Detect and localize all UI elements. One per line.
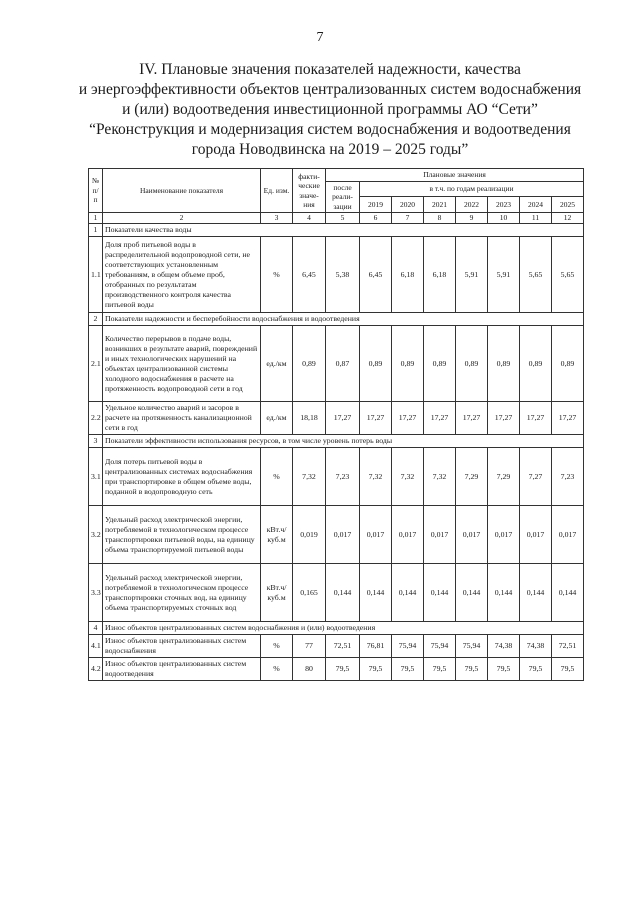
year-value: 6,18 [392,237,424,313]
year-value: 17,27 [488,402,520,435]
section-title: Показатели надежности и бесперебойности водоснабжения и водоотведения [103,313,584,326]
year-value: 74,38 [520,635,552,658]
year-value: 0,017 [488,506,520,564]
section-title: Показатели качества воды [103,224,584,237]
after-value: 72,51 [326,635,360,658]
year-value: 0,89 [360,326,392,402]
title-line: и энергоэффективности объектов централизованных систем водоснабжения [78,81,582,98]
year-value: 7,27 [520,448,552,506]
header-year: 2024 [520,197,552,213]
document-title [70,60,590,160]
indicator-name: Износ объектов централизованных систем водоснабжения [103,635,261,658]
year-value: 0,89 [520,326,552,402]
year-value: 0,144 [520,564,552,622]
year-value: 0,89 [552,326,584,402]
section-number: 4 [89,622,103,635]
header-unit: Ед. изм. [261,169,293,213]
year-value: 7,23 [552,448,584,506]
year-value: 79,5 [392,658,424,681]
year-value: 75,94 [424,635,456,658]
year-value: 7,29 [456,448,488,506]
row-number: 1.1 [89,237,103,313]
header-after: после реали-зации [326,181,360,213]
table-row [89,506,584,564]
section-number: 3 [89,435,103,448]
indicator-name: Доля потерь питьевой воды в централизованных системах водоснабжения при транспортировке в общем объеме воды, поданной в водопроводную сеть [103,448,261,506]
page-number: 7 [316,30,324,45]
indicator-name: Износ объектов централизованных систем водоотведения [103,658,261,681]
year-value: 0,017 [552,506,584,564]
unit-cell: ед./км [261,326,293,402]
fact-value: 6,45 [293,237,326,313]
table-row [89,564,584,622]
section-row [89,622,584,635]
table-row [89,635,584,658]
year-value: 6,45 [360,237,392,313]
year-value: 75,94 [392,635,424,658]
unit-cell: кВт.ч/куб.м [261,564,293,622]
indicator-name: Количество перерывов в подаче воды, возникших в результате аварий, повреждений и иных технологических нарушений на объектах централизованной системы холодного водоснабжения в расчете на протяженность водопроводной сети в год [103,326,261,402]
after-value: 7,23 [326,448,360,506]
unit-cell: % [261,237,293,313]
year-value: 17,27 [520,402,552,435]
table-row [89,326,584,402]
year-value: 75,94 [456,635,488,658]
year-value: 0,017 [520,506,552,564]
after-value: 17,27 [326,402,360,435]
section-row [89,435,584,448]
after-value: 79,5 [326,658,360,681]
column-index: 2 [103,213,261,224]
row-number: 3.3 [89,564,103,622]
year-value: 0,144 [488,564,520,622]
year-value: 17,27 [456,402,488,435]
table-body [89,213,584,681]
indicator-name: Удельное количество аварий и засоров в расчете на протяженность канализационной сети в год [103,402,261,435]
year-value: 79,5 [456,658,488,681]
title-line: IV. Плановые значения показателей надежности, качества [139,61,521,78]
row-number: 2.2 [89,402,103,435]
fact-value: 80 [293,658,326,681]
year-value: 0,144 [424,564,456,622]
column-index: 6 [360,213,392,224]
unit-cell: % [261,635,293,658]
column-index-row [89,213,584,224]
row-number: 3.2 [89,506,103,564]
header-planned: Плановые значения [326,169,584,182]
column-index: 11 [520,213,552,224]
year-value: 79,5 [520,658,552,681]
year-value: 72,51 [552,635,584,658]
year-value: 5,91 [456,237,488,313]
header-fact: факти-ческие значе-ния [293,169,326,213]
year-value: 5,65 [552,237,584,313]
year-value: 5,65 [520,237,552,313]
section-number: 2 [89,313,103,326]
header-year: 2025 [552,197,584,213]
year-value: 5,91 [488,237,520,313]
year-value: 17,27 [424,402,456,435]
unit-cell: % [261,658,293,681]
year-value: 6,18 [424,237,456,313]
year-value: 17,27 [392,402,424,435]
header-num: № п/п [89,169,103,213]
column-index: 4 [293,213,326,224]
title-line: “Реконструкция и модернизация систем водоснабжения и водоотведения [89,121,571,138]
section-title: Износ объектов централизованных систем водоснабжения и (или) водоотведения [103,622,584,635]
indicator-name: Удельный расход электрической энергии, потребляемой в технологическом процессе транспортировки сточных вод, на единицу объема транспортируемых сточных вод [103,564,261,622]
column-index: 5 [326,213,360,224]
header-year: 2021 [424,197,456,213]
year-value: 79,5 [488,658,520,681]
table-row [89,658,584,681]
header-year: 2020 [392,197,424,213]
after-value: 0,87 [326,326,360,402]
column-index: 9 [456,213,488,224]
year-value: 0,017 [456,506,488,564]
year-value: 79,5 [360,658,392,681]
table-row [89,448,584,506]
indicator-name: Доля проб питьевой воды в распределительной водопроводной сети, не соответствующих установленным требованиям, в общем объеме проб, отобранных по результатам производственного контроля качества питьевой воды [103,237,261,313]
fact-value: 0,89 [293,326,326,402]
year-value: 79,5 [552,658,584,681]
year-value: 0,144 [456,564,488,622]
header-year: 2022 [456,197,488,213]
table-row [89,237,584,313]
after-value: 0,144 [326,564,360,622]
year-value: 0,89 [456,326,488,402]
row-number: 4.2 [89,658,103,681]
year-value: 7,29 [488,448,520,506]
year-value: 76,81 [360,635,392,658]
column-index: 1 [89,213,103,224]
year-value: 17,27 [360,402,392,435]
after-value: 0,017 [326,506,360,564]
fact-value: 18,18 [293,402,326,435]
section-row [89,224,584,237]
title-line: города Новодвинска на 2019 – 2025 годы” [191,141,469,158]
year-value: 0,144 [552,564,584,622]
year-value: 0,144 [360,564,392,622]
row-number: 3.1 [89,448,103,506]
year-value: 0,017 [392,506,424,564]
year-value: 0,017 [424,506,456,564]
row-number: 2.1 [89,326,103,402]
year-value: 74,38 [488,635,520,658]
year-value: 17,27 [552,402,584,435]
section-number: 1 [89,224,103,237]
fact-value: 7,32 [293,448,326,506]
column-index: 7 [392,213,424,224]
section-row [89,313,584,326]
row-number: 4.1 [89,635,103,658]
header-year: 2023 [488,197,520,213]
year-value: 7,32 [360,448,392,506]
header-year: 2019 [360,197,392,213]
column-index: 10 [488,213,520,224]
unit-cell: кВт.ч/куб.м [261,506,293,564]
year-value: 0,89 [488,326,520,402]
year-value: 0,89 [392,326,424,402]
header-by-years: в т.ч. по годам реализации [360,181,584,197]
column-index: 3 [261,213,293,224]
year-value: 79,5 [424,658,456,681]
header-name: Наименование показателя [103,169,261,213]
year-value: 7,32 [424,448,456,506]
unit-cell: ед./км [261,402,293,435]
fact-value: 0,019 [293,506,326,564]
title-line: и (или) водоотведения инвестиционной программы АО “Сети” [122,101,538,118]
year-value: 0,144 [392,564,424,622]
column-index: 12 [552,213,584,224]
year-value: 0,017 [360,506,392,564]
fact-value: 0,165 [293,564,326,622]
after-value: 5,38 [326,237,360,313]
table-row [89,402,584,435]
unit-cell: % [261,448,293,506]
fact-value: 77 [293,635,326,658]
column-index: 8 [424,213,456,224]
year-value: 7,32 [392,448,424,506]
indicators-table [88,168,584,681]
year-value: 0,89 [424,326,456,402]
section-title: Показатели эффективности использования ресурсов, в том числе уровень потерь воды [103,435,584,448]
indicator-name: Удельный расход электрической энергии, потребляемой в технологическом процессе транспортировки питьевой воды, на единицу объема транспортируемой питьевой воды [103,506,261,564]
